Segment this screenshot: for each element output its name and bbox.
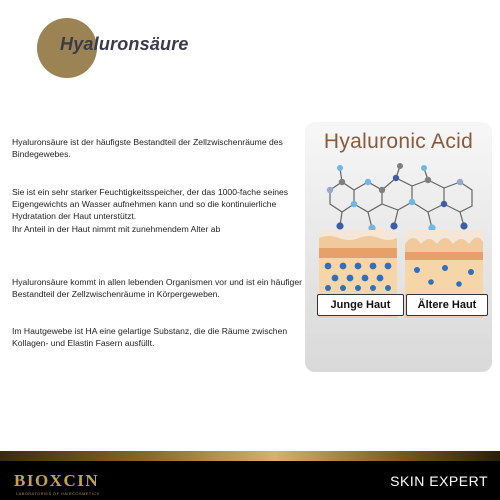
illustration-title: Hyaluronic Acid <box>323 130 474 153</box>
paragraph-skin-tissue: Im Hautgewebe ist HA eine gelartige Substanz, die die Räume zwischen Kollagen- und Elastin Fasern ausfüllt. <box>12 326 288 349</box>
brand-logo: BIOXCIN <box>14 471 100 490</box>
paragraph-intro: Hyaluronsäure ist der häufigste Bestandteil der Zellzwischenräume des Bindegewebes. <box>12 137 283 160</box>
brand-subtitle: LABORATORIES OF HAIRCOSMETICS <box>16 491 100 496</box>
hyaluronic-acid-illustration <box>305 122 492 372</box>
skin-expert-tagline: SKIN EXPERT <box>390 473 488 489</box>
paragraph-organisms: Hyaluronsäure kommt in allen lebenden Organismen vor und ist ein häufiger Bestandteil der Zellzwischenräume in Körpergeweben. <box>12 277 302 300</box>
molecule-icon <box>320 160 480 240</box>
older-skin-label: Ältere Haut <box>406 294 488 316</box>
footer-gold-stripe <box>0 451 500 461</box>
page-title: Hyaluronsäure <box>60 34 189 54</box>
paragraph-moisture: Sie ist ein sehr starker Feuchtigkeitsspeicher, der das 1000-fache seines Eigengewichts an Wasser aufnehmen kann und so die kontinuierliche Hydratation der Haut unterstützt. Ihr Anteil in der Haut nimmt mit zunehmendem Alter ab <box>12 187 289 234</box>
footer-bar <box>0 451 500 500</box>
young-skin-label: Junge Haut <box>317 294 404 316</box>
